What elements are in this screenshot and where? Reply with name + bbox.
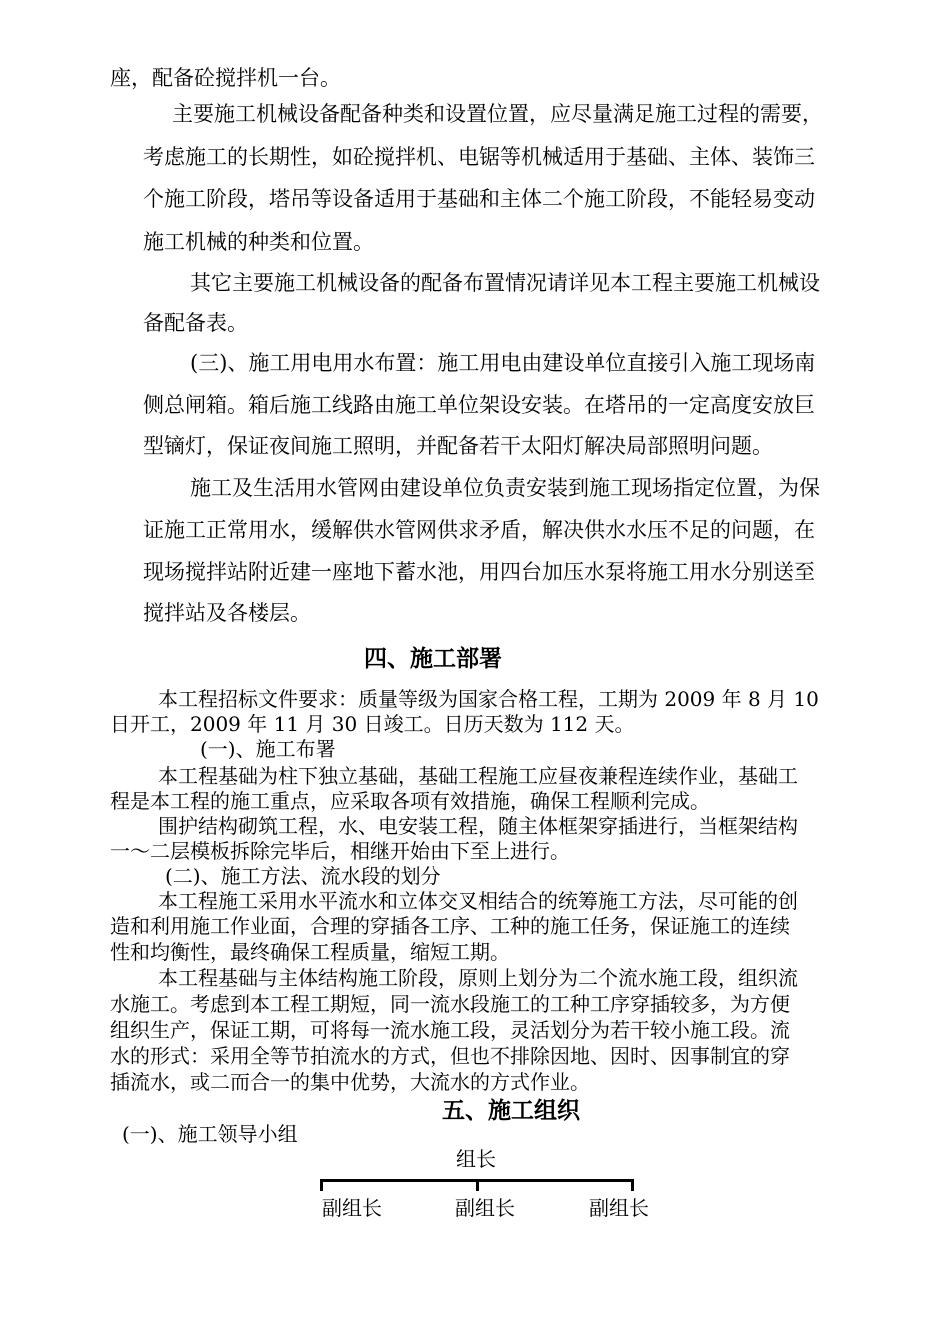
paragraph-machinery-line: 个施工阶段，塔吊等设备适用于基础和主体二个施工阶段，不能轻易变动 xyxy=(143,187,815,211)
subsection-title: (一)、施工领导小组 xyxy=(122,1122,298,1146)
text-line: 座，配备砼搅拌机一台。 xyxy=(110,66,341,90)
org-chart-tick-left xyxy=(320,1179,323,1191)
org-chart-deputy: 副组长 xyxy=(322,1196,382,1220)
org-chart-tick-center xyxy=(476,1179,479,1191)
paragraph-machinery-line: 施工机械的种类和位置。 xyxy=(143,230,374,254)
paragraph-foundation-line: 程是本工程的施工重点，应采取各项有效措施，确保工程顺利完成。 xyxy=(110,789,710,813)
paragraph-power-line: 型镝灯，保证夜间施工照明，并配备若干太阳灯解决局部照明问题。 xyxy=(143,434,773,458)
paragraph-sections-line: 水的形式：采用全等节拍流水的方式，但也不排除因地、因时、因事制宜的穿 xyxy=(110,1044,790,1068)
paragraph-water-line: 施工及生活用水管网由建设单位负责安装到施工现场指定位置，为保 xyxy=(190,476,820,500)
org-chart-tick-right xyxy=(631,1179,634,1191)
paragraph-sections-line: 水施工。考虑到本工程工期短，同一流水段施工的工种工序穿插较多，为方便 xyxy=(110,992,790,1016)
paragraph-requirements-line: 日开工，2009 年 11 月 30 日竣工。日历天数为 112 天。 xyxy=(110,712,635,736)
paragraph-sections-line: 本工程基础与主体结构施工阶段，原则上划分为二个流水施工段，组织流 xyxy=(158,966,798,990)
paragraph-sections-line: 组织生产，保证工期，可将每一流水施工段，灵活划分为若干较小施工段。流 xyxy=(110,1018,790,1042)
section-heading: 五、施工组织 xyxy=(442,1097,580,1124)
section-heading: 四、施工部署 xyxy=(364,645,502,672)
org-chart-deputy: 副组长 xyxy=(589,1196,649,1220)
paragraph-foundation-line: 本工程基础为柱下独立基础，基础工程施工应昼夜兼程连续作业，基础工 xyxy=(158,764,798,788)
paragraph-water-line: 搅拌站及各楼层。 xyxy=(143,601,311,625)
paragraph-water-line: 现场搅拌站附近建一座地下蓄水池，用四台加压水泵将施工用水分别送至 xyxy=(143,560,815,584)
subsection-title: (二)、施工方法、流水段的划分 xyxy=(165,864,441,888)
paragraph-method-line: 本工程施工采用水平流水和立体交叉相结合的统筹施工方法，尽可能的创 xyxy=(158,889,798,913)
paragraph-machinery-line: 主要施工机械设备配备种类和设置位置，应尽量满足施工过程的需要， xyxy=(172,102,823,126)
paragraph-sections-line: 插流水，或二而合一的集中优势，大流水的方式作业。 xyxy=(110,1070,590,1094)
paragraph-power-line: 侧总闸箱。箱后施工线路由施工单位架设安装。在塔吊的一定高度安放巨 xyxy=(143,393,815,417)
org-chart-leader: 组长 xyxy=(456,1147,496,1171)
paragraph-enclosure-line: 一～二层模板拆除完毕后，相继开始由下至上进行。 xyxy=(110,839,570,863)
paragraph-method-line: 性和均衡性，最终确保工程质量，缩短工期。 xyxy=(110,940,510,964)
paragraph-method-line: 造和利用施工作业面，合理的穿插各工序、工种的施工任务，保证施工的连续 xyxy=(110,914,790,938)
paragraph-water-line: 证施工正常用水，缓解供水管网供求矛盾，解决供水水压不足的问题，在 xyxy=(143,518,815,542)
paragraph-machinery-line: 考虑施工的长期性，如砼搅拌机、电锯等机械适用于基础、主体、装饰三 xyxy=(143,145,815,169)
paragraph-power-line: (三)、施工用电用水布置：施工用电由建设单位直接引入施工现场南 xyxy=(190,351,816,375)
paragraph-other-line: 其它主要施工机械设备的配备布置情况请详见本工程主要施工机械设 xyxy=(190,271,820,295)
subsection-title: (一)、施工布署 xyxy=(200,737,336,761)
paragraph-other-line: 备配备表。 xyxy=(143,311,248,335)
paragraph-requirements-line: 本工程招标文件要求：质量等级为国家合格工程，工期为 2009 年 8 月 10 xyxy=(158,687,819,711)
org-chart-deputy: 副组长 xyxy=(455,1196,515,1220)
paragraph-enclosure-line: 围护结构砌筑工程，水、电安装工程，随主体框架穿插进行，当框架结构 xyxy=(158,814,798,838)
